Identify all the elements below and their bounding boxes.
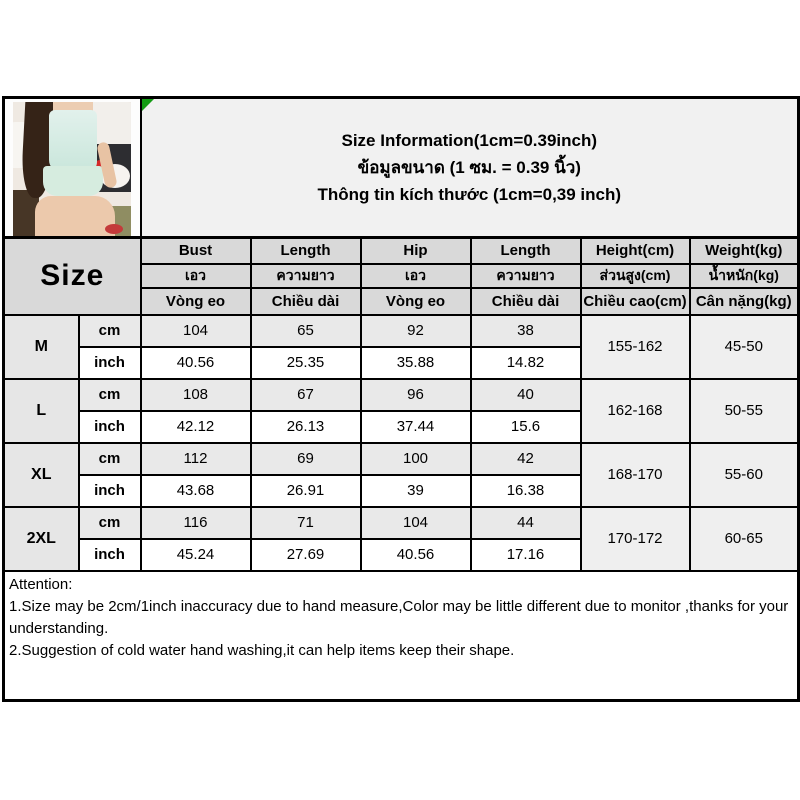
value-cell: 40.56 [141,347,251,379]
col-header-length-vi: Chiều dài [251,288,361,315]
height-range-m: 155-162 [581,315,690,379]
title-row [4,98,799,238]
size-label-m: M [4,315,79,379]
value-cell: 42 [471,443,581,475]
row-m-cm [4,315,799,347]
col-header-length2: Length [471,238,581,264]
unit-cell-inch: inch [79,475,141,507]
title-vietnamese: Thông tin kích thước (1cm=0,39 inch) [317,185,622,204]
col-header-length-th: ความยาว [251,264,361,288]
col-header-bust-th: เอว [141,264,251,288]
value-cell: 104 [141,315,251,347]
shorts-shape [43,166,103,196]
col-header-bust: Bust [141,238,251,264]
model-legs-shape [35,196,115,236]
attention-note [4,571,799,701]
weight-range-m: 45-50 [690,315,799,379]
value-cell: 15.6 [471,411,581,443]
unit-cell-cm: cm [79,507,141,539]
size-label-xl: XL [4,443,79,507]
size-label-l: L [4,379,79,443]
value-cell: 40.56 [361,539,471,571]
value-cell: 69 [251,443,361,475]
unit-cell-cm: cm [79,443,141,475]
col-header-weight: Weight(kg) [690,238,799,264]
col-header-length2-vi: Chiều dài [471,288,581,315]
value-cell: 45.24 [141,539,251,571]
unit-cell-inch: inch [79,347,141,379]
value-cell: 116 [141,507,251,539]
row-2xl-cm [4,507,799,539]
weight-range-xl: 55-60 [690,443,799,507]
green-corner-marker-icon [142,99,154,111]
col-header-hip-th: เอว [361,264,471,288]
value-cell: 37.44 [361,411,471,443]
value-cell: 96 [361,379,471,411]
value-cell: 40 [471,379,581,411]
value-cell: 16.38 [471,475,581,507]
cami-top-shape [49,110,97,172]
value-cell: 67 [251,379,361,411]
col-header-height: Height(cm) [581,238,690,264]
size-header-cell: Size [4,238,141,315]
col-header-weight-th: น้ำหนัก(kg) [690,264,799,288]
value-cell: 26.13 [251,411,361,443]
row-l-cm [4,379,799,411]
attention-heading: Attention: [9,575,73,593]
attention-row [4,571,799,701]
header-row-english [4,238,799,264]
col-header-weight-vi: Cân nặng(kg) [690,288,799,315]
value-cell: 71 [251,507,361,539]
col-header-hip: Hip [361,238,471,264]
value-cell: 42.12 [141,411,251,443]
product-photo-cell [4,98,141,238]
value-cell: 92 [361,315,471,347]
col-header-bust-vi: Vòng eo [141,288,251,315]
weight-range-l: 50-55 [690,379,799,443]
value-cell: 38 [471,315,581,347]
unit-cell-cm: cm [79,315,141,347]
size-chart-table [2,96,800,702]
value-cell: 39 [361,475,471,507]
value-cell: 65 [251,315,361,347]
height-range-2xl: 170-172 [581,507,690,571]
model-photo [13,102,131,236]
title-cell [141,98,799,238]
height-range-l: 162-168 [581,379,690,443]
size-label-2xl: 2XL [4,507,79,571]
unit-cell-inch: inch [79,539,141,571]
title-thai: ข้อมูลขนาด (1 ซม. = 0.39 นิ้ว) [357,158,581,177]
value-cell: 43.68 [141,475,251,507]
value-cell: 17.16 [471,539,581,571]
value-cell: 100 [361,443,471,475]
height-range-xl: 168-170 [581,443,690,507]
value-cell: 104 [361,507,471,539]
unit-cell-cm: cm [79,379,141,411]
attention-line-2: 2.Suggestion of cold water hand washing,it can help items keep their shape. [9,641,515,659]
size-chart-sheet [2,96,800,702]
col-header-length: Length [251,238,361,264]
weight-range-2xl: 60-65 [690,507,799,571]
attention-line-1: 1.Size may be 2cm/1inch inaccuracy due to hand measure,Color may be little different due to monitor ,thanks for your understanding. [9,597,789,637]
title-english: Size Information(1cm=0.39inch) [341,131,598,150]
col-header-length2-th: ความยาว [471,264,581,288]
value-cell: 44 [471,507,581,539]
value-cell: 25.35 [251,347,361,379]
value-cell: 112 [141,443,251,475]
value-cell: 27.69 [251,539,361,571]
unit-cell-inch: inch [79,411,141,443]
row-xl-cm [4,443,799,475]
value-cell: 108 [141,379,251,411]
col-header-hip-vi: Vòng eo [361,288,471,315]
value-cell: 14.82 [471,347,581,379]
value-cell: 26.91 [251,475,361,507]
value-cell: 35.88 [361,347,471,379]
col-header-height-vi: Chiều cao(cm) [581,288,690,315]
col-header-height-th: ส่วนสูง(cm) [581,264,690,288]
